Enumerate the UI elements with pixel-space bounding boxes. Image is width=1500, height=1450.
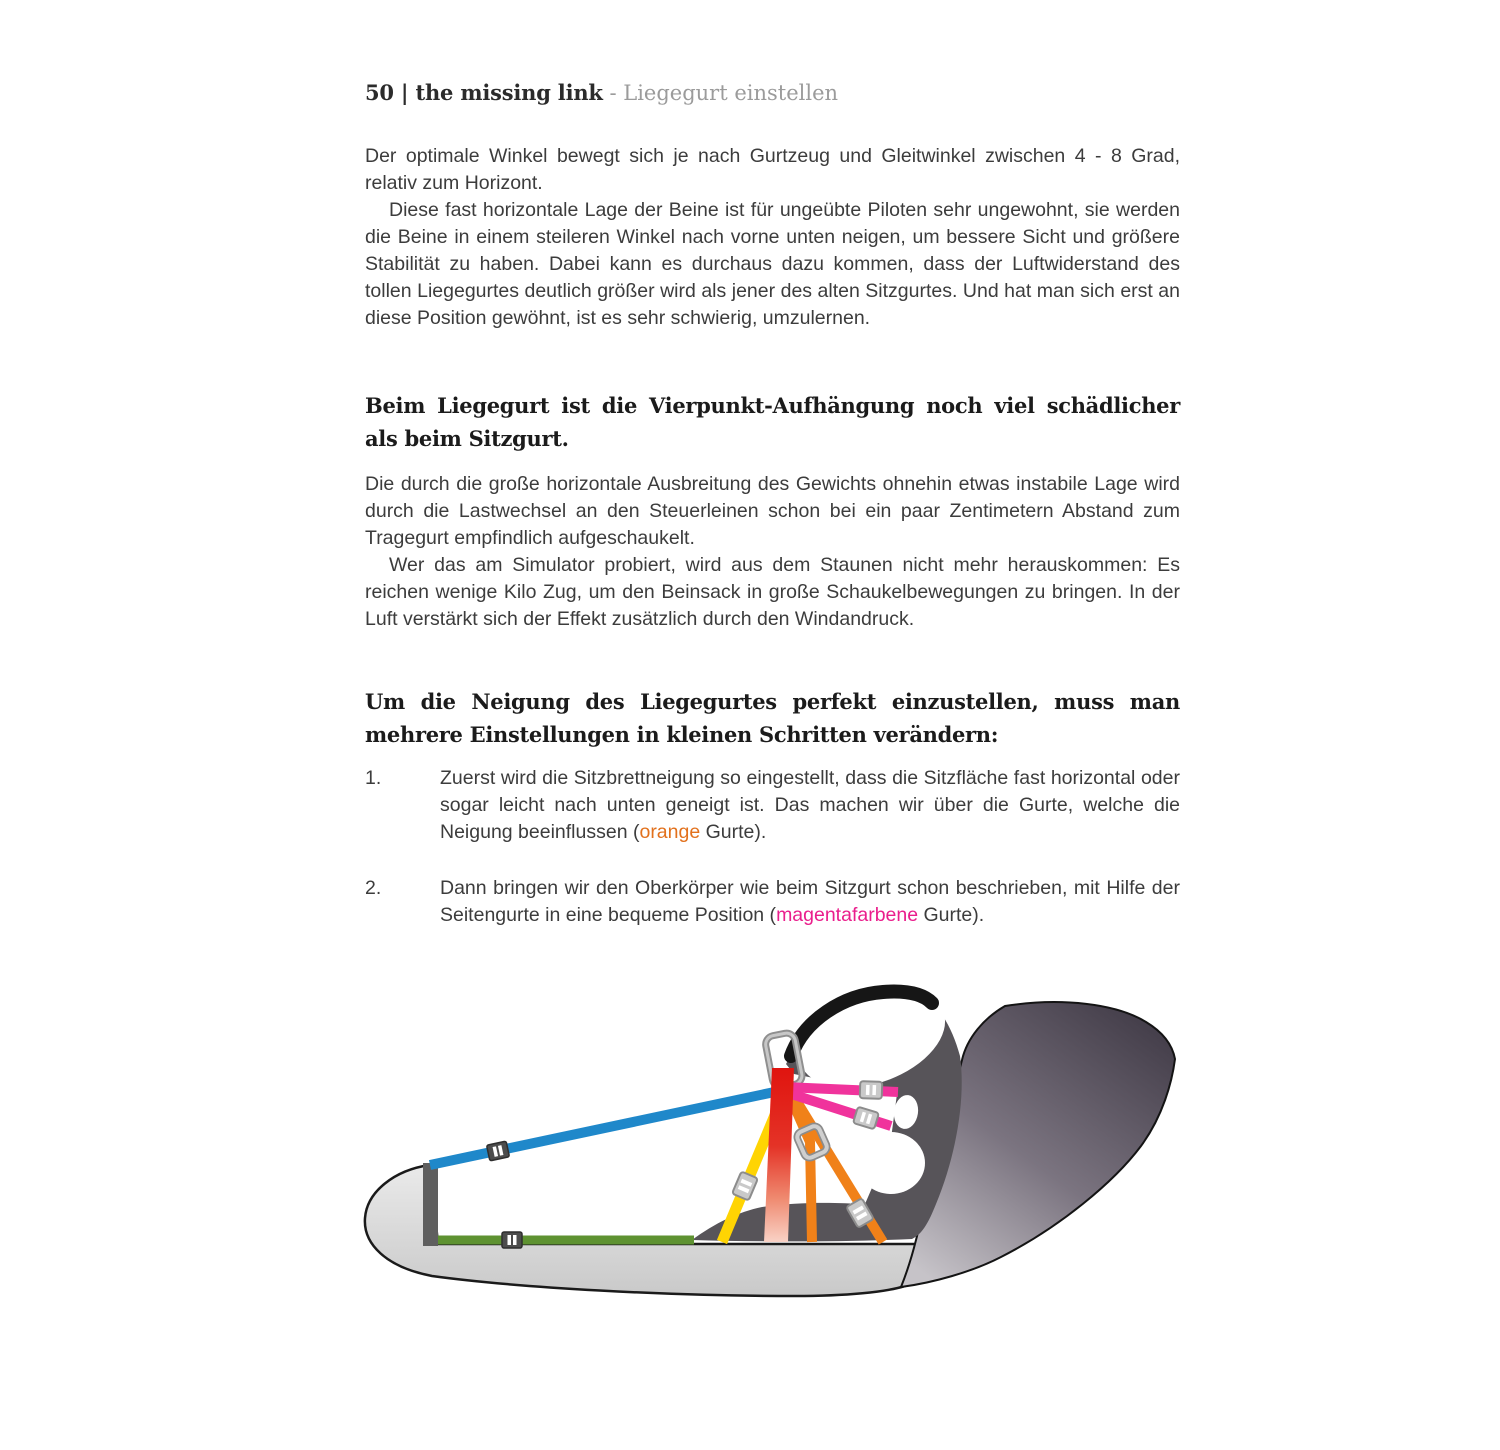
- section-title: - Liegegurt einstellen: [609, 81, 839, 105]
- list-item-2-text-after: Gurte).: [918, 904, 985, 926]
- page-number-title: 50 | the missing link: [365, 80, 603, 105]
- buckle-icon-yellow: [732, 1171, 758, 1200]
- list-item-1-text-before: Zuerst wird die Sitzbrettneigung so eingestellt, dass die Sitzfläche fast horizontal oder sogar leicht nach unten geneigt ist. Das machen wir über die Gurte, welche die Neigung beeinflussen (: [440, 767, 1180, 843]
- page-header: [365, 80, 1180, 105]
- buckle-icon-blue: [487, 1141, 510, 1161]
- adjustment-steps-list: [365, 765, 1180, 929]
- heading-vierpunkt: [365, 389, 1180, 455]
- buckle-icon-green: [502, 1232, 522, 1248]
- middle-block: [365, 471, 1180, 633]
- heading-neigung-line1: Um die Neigung des Liegegurtes perfekt einzustellen, muss man: [365, 689, 1180, 714]
- highlight-magenta-word: magentafarbene: [776, 904, 919, 926]
- heading-vierpunkt-line2: als beim Sitzgurt.: [365, 426, 569, 451]
- strap-blue: [430, 1090, 784, 1165]
- list-item-2-number: 2.: [365, 877, 382, 899]
- paragraph-optimal-winkel: Der optimale Winkel bewegt sich je nach Gurtzeug und Gleitwinkel zwischen 4 - 8 Grad, relativ zum Horizont.: [365, 145, 1180, 194]
- heading-neigung-line2: mehrere Einstellungen in kleinen Schritten verändern:: [365, 722, 999, 747]
- list-item-1-number: 1.: [365, 767, 382, 789]
- paragraph-instabile-lage: Die durch die große horizontale Ausbreitung des Gewichts ohnehin etwas instabile Lage wird durch die Lastwechsel an den Steuerleinen schon bei ein paar Zentimetern Abstand zum Tragegurt empfindlich aufgeschaukelt.: [365, 473, 1180, 549]
- heading-vierpunkt-line1: Beim Liegegurt ist die Vierpunkt-Aufhängung noch viel schädlicher: [365, 393, 1180, 418]
- harness-diagram: [360, 976, 1180, 1312]
- paragraph-horizontale-lage: Diese fast horizontale Lage der Beine ist für ungeübte Piloten sehr ungewohnt, sie werden die Beine in einem steileren Winkel nach vorne unten neigen, um bessere Sicht und größere Stabilität zu haben. Dabei kann es durchaus dazu kommen, dass der Luftwiderstand des tollen Liegegurtes deutlich größer wird als jener des alten Sitzgurtes. Und hat man sich erst an diese Position gewöhnt, ist es sehr schwierig, umzulernen.: [365, 199, 1180, 329]
- footplate-bar: [423, 1163, 438, 1246]
- heading-neigung: [365, 685, 1180, 751]
- buckle-icon-magenta-lower: [853, 1107, 879, 1130]
- chest-cutout-lower: [857, 1132, 925, 1194]
- list-item-1: [365, 765, 1180, 846]
- list-item-2-text-before: Dann bringen wir den Oberkörper wie beim Sitzgurt schon beschrieben, mit Hilfe der Seitengurte in eine bequeme Position (: [440, 877, 1180, 926]
- list-item-1-text-after: Gurte).: [700, 821, 767, 843]
- buckle-icon-magenta-upper: [860, 1081, 883, 1099]
- list-item-2: [365, 875, 1180, 929]
- highlight-orange-word: orange: [639, 821, 701, 843]
- intro-block: [365, 143, 1180, 332]
- paragraph-simulator: Wer das am Simulator probiert, wird aus dem Staunen nicht mehr herauskommen: Es reichen wenige Kilo Zug, um den Beinsack in große Schaukelbewegungen zu bringen. In der Luft verstärkt sich der Effekt zusätzlich durch den Windandruck.: [365, 554, 1180, 630]
